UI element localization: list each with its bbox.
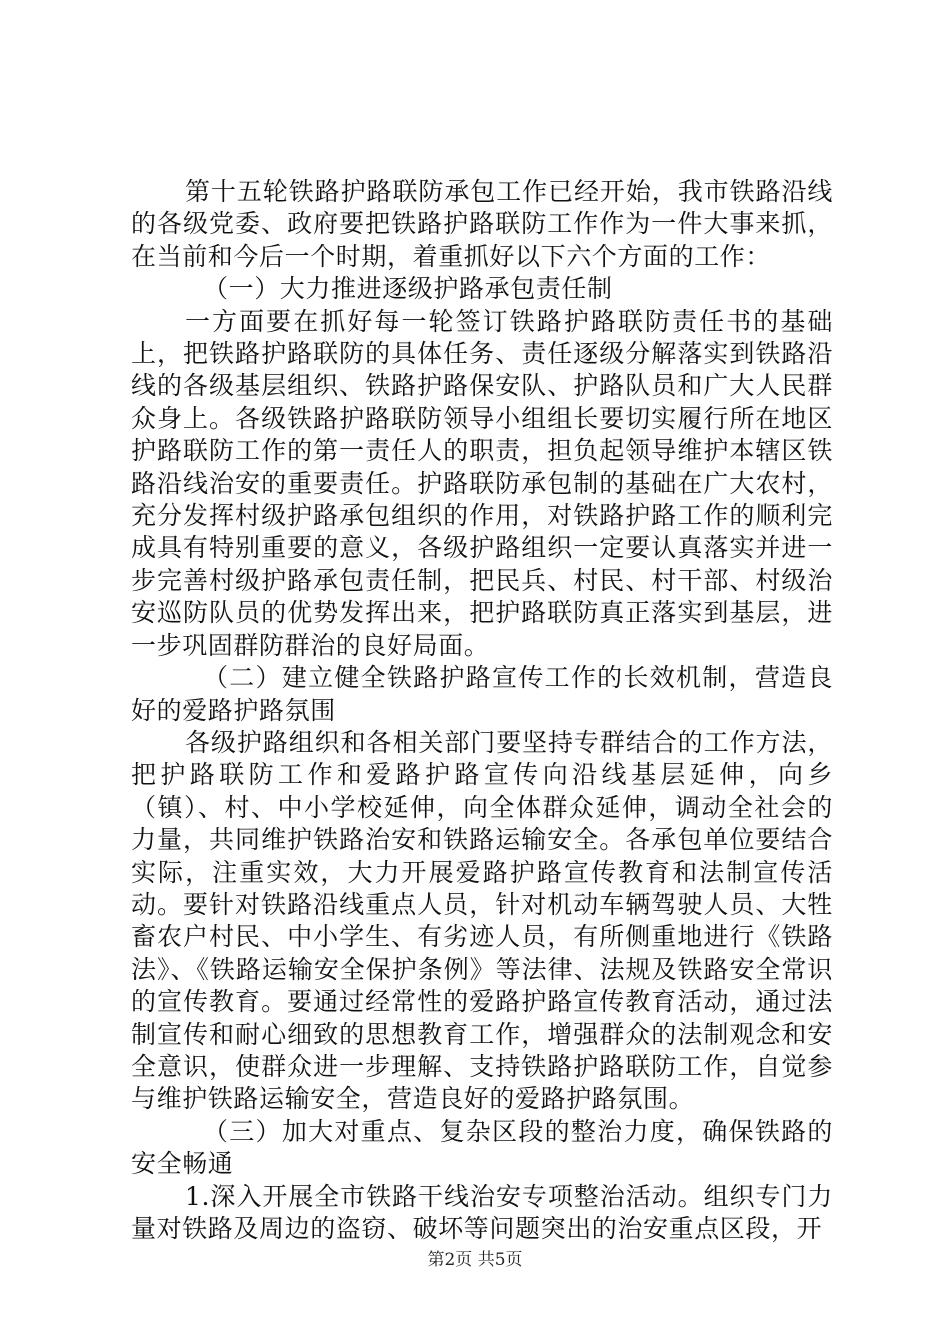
section-heading-1: （一）大力推进逐级护路承包责任制 <box>203 274 613 304</box>
section-heading-3: （三）加大对重点、复杂区段的整治力度，确保铁路的安全畅通 <box>131 1116 833 1179</box>
document-body <box>131 176 833 1245</box>
section-2-paragraph: 各级护路组织和各相关部门要坚持专群结合的工作方法，把护路联防工作和爱路护路宣传向沿线基层延伸，向乡（镇）、村、中小学校延伸，向全体群众延伸，调动全社会的力量，共同维护铁路治安和铁路运输安全。各承包单位要结合实际，注重实效，大力开展爱路护路宣传教育和法制宣传活动。要针对铁路沿线重点人员，针对机动车辆驾驶人员、大牲畜农户村民、中小学生、有劣迹人员，有所侧重地进行《铁路法》、《铁路运输安全保护条例》等法律、法规及铁路安全常识的宣传教育。要通过经常性的爱路护路宣传教育活动，通过法制宣传和耐心细致的思想教育工作，增强群众的法制观念和安全意识，使群众进一步理解、支持铁路护路联防工作，自觉参与维护铁路运输安全，营造良好的爱路护路氛围。 <box>131 727 833 1114</box>
section-1-paragraph: 一方面要在抓好每一轮签订铁路护路联防责任书的基础上，把铁路护路联防的具体任务、责任逐级分解落实到铁路沿线的各级基层组织、铁路护路保安队、护路队员和广大人民群众身上。各级铁路护路联防领导小组组长要切实履行所在地区护路联防工作的第一责任人的职责，担负起领导维护本辖区铁路沿线治安的重要责任。护路联防承包制的基础在广大农村，充分发挥村级护路承包组织的作用，对铁路护路工作的顺利完成具有特别重要的意义，各级护路组织一定要认真落实并进一步完善村级护路承包责任制，把民兵、村民、村干部、村级治安巡防队员的优势发挥出来，把护路联防真正落实到基层，进一步巩固群防群治的良好局面。 <box>131 306 833 660</box>
section-heading-2: （二）建立健全铁路护路宣传工作的长效机制，营造良好的爱路护路氛围 <box>131 663 833 725</box>
page-number-footer: 第2页 共5页 <box>427 1250 523 1270</box>
section-3-paragraph: 1.深入开展全市铁路干线治安专项整治活动。组织专门力量对铁路及周边的盗窃、破坏等问题突出的治安重点区段，开 <box>131 1181 833 1243</box>
intro-paragraph: 第十五轮铁路护路联防承包工作已经开始，我市铁路沿线的各级党委、政府要把铁路护路联防工作作为一件大事来抓，在当前和今后一个时期，着重抓好以下六个方面的工作： <box>131 177 833 271</box>
